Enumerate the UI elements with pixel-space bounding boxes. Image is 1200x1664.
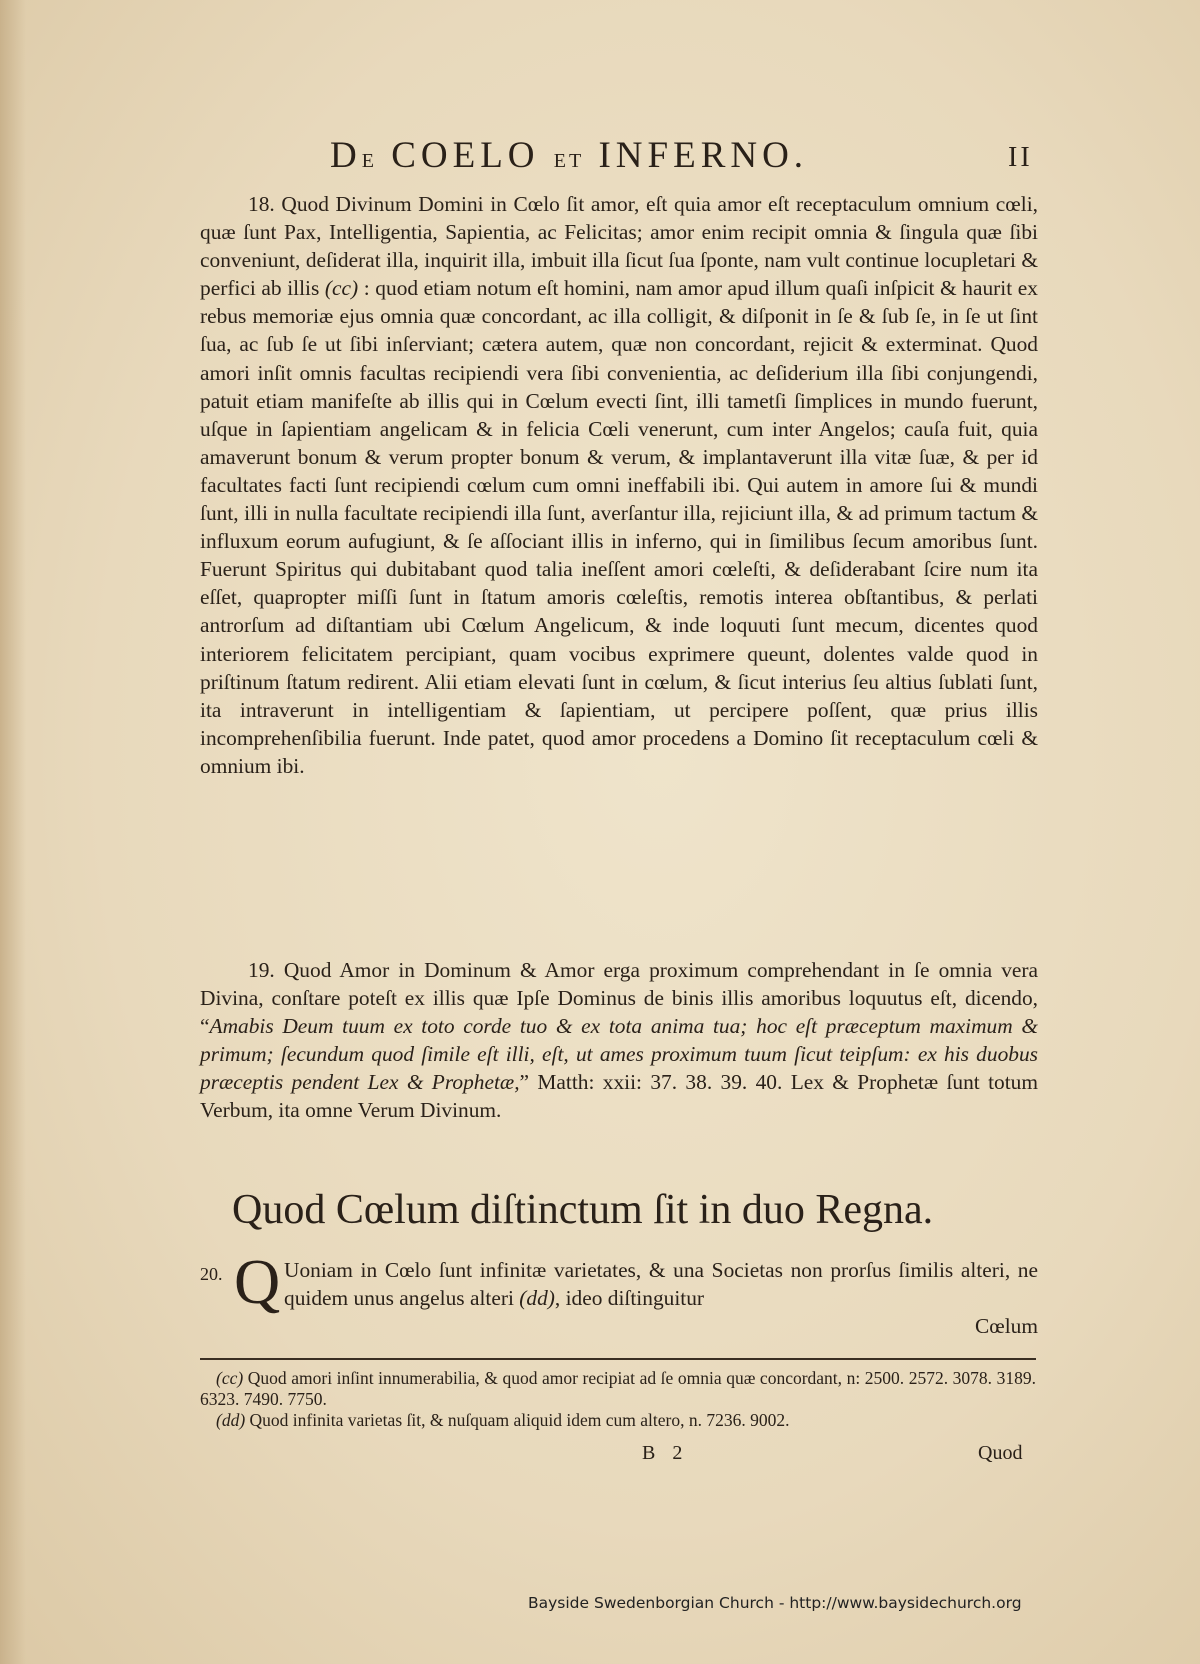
footnote-dd — [200, 1410, 1036, 1431]
footnote-rule — [200, 1358, 1036, 1360]
paragraph-19-part-b: ” Matth: xxii: 37. 38. 39. 40. Lex & Prophetæ ſunt totum Verbum, ita omne Verum Divinum. — [200, 1070, 1038, 1123]
paragraph-20-part-b: , ideo diſtinguitur — [554, 1286, 705, 1310]
paragraph-20-body — [284, 1256, 1038, 1312]
running-head-et: ET — [553, 150, 585, 172]
footnote-dd-mark: (dd) — [216, 1410, 246, 1430]
paragraph-19-part-a: 19. Quod Amor in Dominum & Amor erga proximum comprehendant in ſe omnia vera Divina, conſtare poteſt ex illis quæ Ipſe Dominus de binis illis amoribus loquutus eſt, dicendo, “ — [200, 958, 1038, 1039]
running-head-de: D — [330, 135, 362, 176]
footnote-cc-mark: (cc) — [216, 1368, 244, 1388]
footnote-dd-text: Quod infinita varietas ſit, & nuſquam aliquid idem cum altero, n. 7236. 9002. — [249, 1410, 790, 1430]
catchword-bottom: Quod — [978, 1442, 1023, 1464]
running-head-coelo: COELO — [376, 135, 554, 176]
catchword-paragraph-20: Cœlum — [975, 1314, 1038, 1338]
paragraph-18-part-a: 18. Quod Divinum Domini in Cœlo ſit amor, eſt quia amor eſt receptaculum omnium cœli, quæ ſunt Pax, Intelligentia, Sapientia, ac Felicitas; amor enim recipit omnia & ſingula quæ ſibi conveniunt, deſiderat illa, inquirit illa, imbuit illa ſicut ſua ſponte, nam vult continue locupletari & perfici ab illis — [200, 192, 1038, 301]
drop-cap: Q — [234, 1246, 281, 1317]
page-edge-shadow — [0, 0, 26, 1664]
running-head-inferno: INFERNO. — [584, 135, 809, 176]
paragraph-20-part-a: Uoniam in Cœlo ſunt infinitæ varietates, & una Societas non prorſus ſimilis alteri, ne quidem unus angelus alteri — [284, 1258, 1038, 1310]
paragraph-18 — [200, 190, 1038, 780]
signature-mark: B 2 — [642, 1442, 689, 1464]
running-head-small-e: E — [361, 150, 377, 172]
paragraph-19 — [200, 956, 1038, 1125]
watermark-footer: Bayside Swedenborgian Church - http://www.baysidechurch.org — [528, 1594, 1022, 1612]
note-ref-cc: (cc) — [324, 276, 359, 301]
paragraph-18-part-b: : quod etiam notum eſt homini, nam amor apud illum quaſi inſpicit & haurit ex rebus memoriæ ejus omnia quæ concordant, ac illa colligit, & diſponit in ſe & ſub ſe, in ſe ut ſint ſua, ac ſub ſe ut ſibi inſerviant; cætera autem, quæ non concordant, rejicit & exterminat. Quod amori inſit omnis facultas recipiendi vera ſibi convenientia, ac deſiderium illa ſibi conjungendi, patuit etiam manifeſte ab illis qui in Cœlum evecti ſint, illi tametſi ſimplices in mundo fuerunt, uſque in ſapientiam angelicam & in felicia Cœli venerunt, cum inter Angelos; cauſa fuit, quia amaverunt bonum & verum propter bonum & verum, & implantaverunt illa vitæ ſuæ, & per id facultates facti ſunt recipiendi cœlum cum omni ineffabili ibi. Qui autem in amore ſui & mundi ſunt, illi in nulla facultate recipiendi illa ſunt, averſantur illa, rejiciunt illa, & ad primum tactum & influxum eorum aufugiunt, & ſe aſſociant illis in inferno, qui in ſimilibus ſecum amoribus ſunt. Fuerunt Spiritus qui dubitabant quod talia ineſſent amori cœleſti, & deſiderabant ſcire num ita eſſet, quapropter miſſi ſunt in ſtatum amoris cœleſtis, remotis interea obſtantibus, & perlati antrorſum ad diſtantiam ubi Cœlum Angelicum, & inde loquuti ſunt mecum, dicentes quod interiorem felicitatem percipiant, quam vocibus exprimere queunt, dolentes valde quod in priſtinum ſtatum redirent. Alii etiam elevati ſunt in cœlum, & ſicut interius ſeu altius ſublati ſunt, ita intraverunt in intelligentiam & ſapientiam, ut percipere poſſent, quæ prius illis incomprehenſibilia fuerunt. Inde patet, quod amor procedens a Domino ſit receptaculum cœli & omnium ibi. — [200, 276, 1038, 778]
scripture-quotation: Amabis Deum tuum ex toto corde tuo & ex tota anima tua; hoc eſt præceptum maximum & primum; ſecundum quod ſimile eſt illi, eſt, ut ames proximum tuum ſicut teipſum: ex his duobus præceptis pendent Lex & Prophetæ, — [200, 1014, 1038, 1095]
footnotes — [200, 1368, 1036, 1431]
footnote-cc — [200, 1368, 1036, 1410]
paragraph-20-number: 20. — [200, 1264, 223, 1284]
running-head — [330, 134, 970, 177]
footnote-cc-text: Quod amori inſint innumerabilia, & quod amor recipiat ad ſe omnia quæ concordant, n: 2500. 2572. 3078. 3189. 6323. 7490. 7750. — [200, 1368, 1037, 1409]
paragraph-20 — [200, 1246, 1038, 1340]
section-heading: Quod Cœlum diſtinctum ſit in duo Regna. — [232, 1187, 934, 1233]
page-number: II — [1008, 142, 1033, 173]
note-ref-dd: (dd) — [519, 1286, 555, 1310]
